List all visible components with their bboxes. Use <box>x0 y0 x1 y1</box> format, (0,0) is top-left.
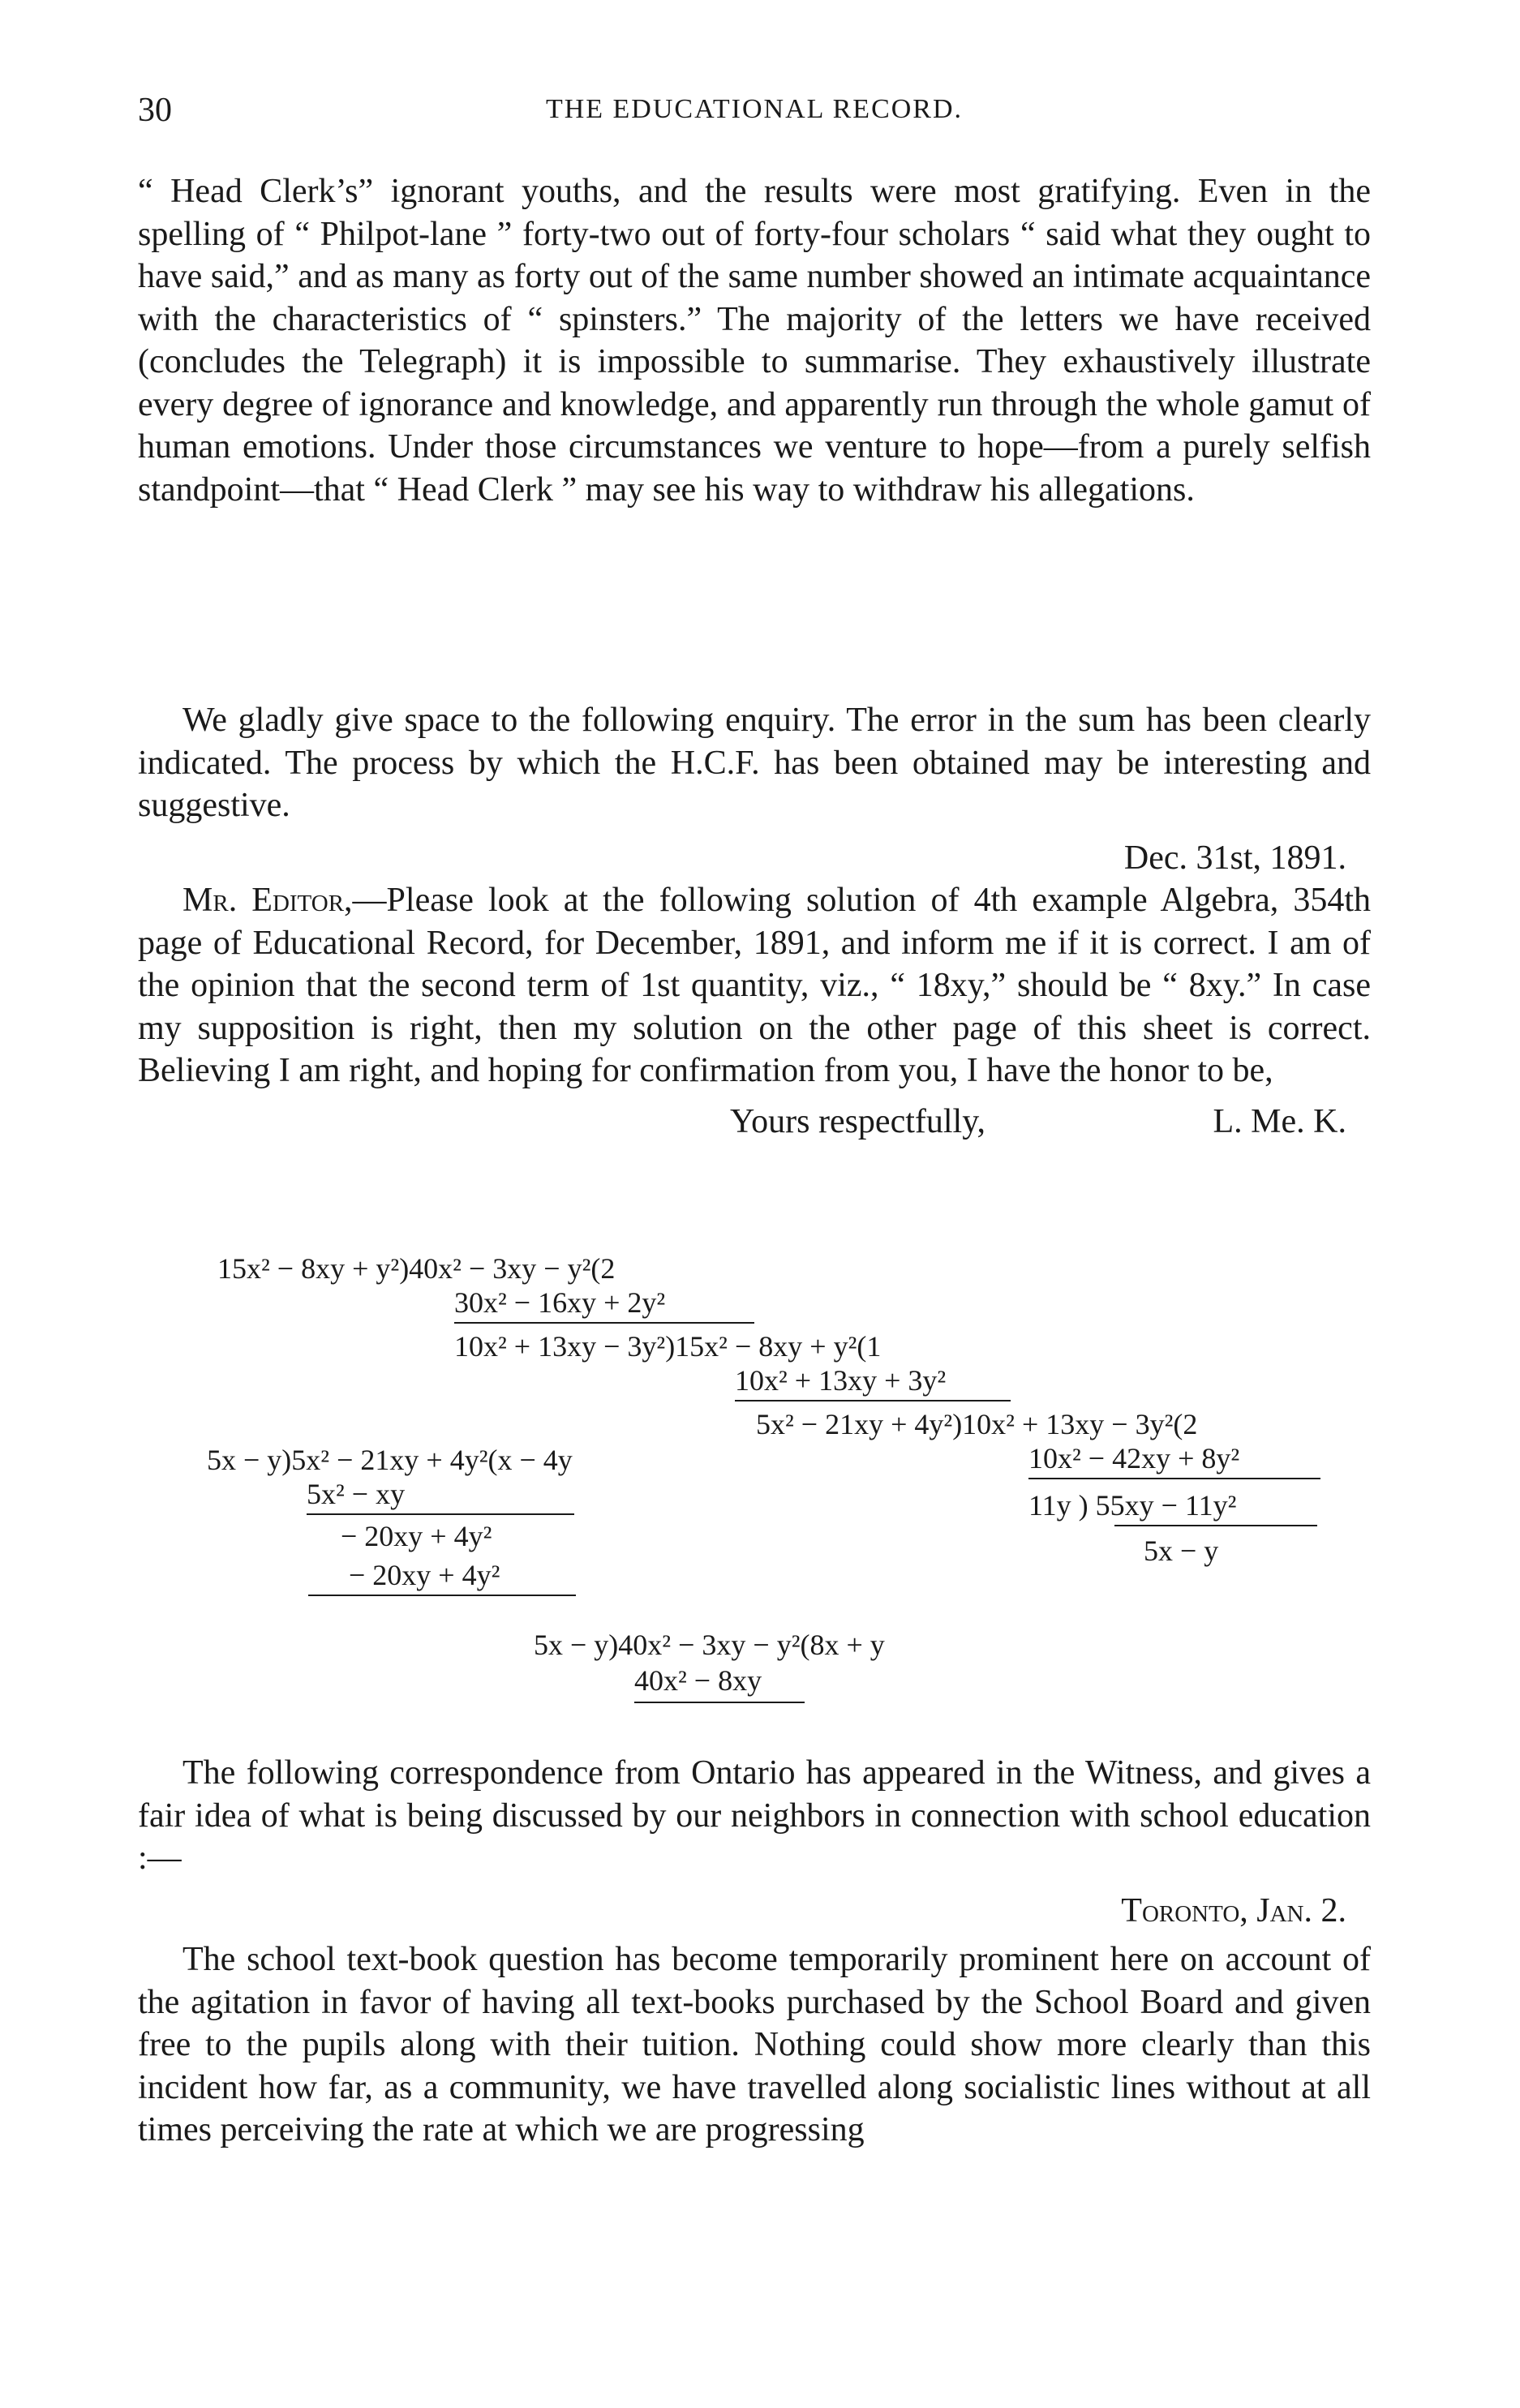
math-line: − 20xy + 4y² <box>349 1559 500 1591</box>
math-rule <box>1028 1478 1320 1479</box>
math-rule <box>307 1513 574 1515</box>
math-line: 5x − y)5x² − 21xy + 4y²(x − 4y <box>207 1444 573 1476</box>
running-head: THE EDUCATIONAL RECORD. <box>545 94 964 124</box>
math-line: 15x² − 8xy + y²)40x² − 3xy − y²(2 <box>217 1252 616 1285</box>
paragraph-head-clerk: “ Head Clerk’s” ignorant youths, and the results were most gratifying. Even in the spelling of “ Philpot-lane ” forty-two out of forty-four scholars “ said what they ought to have said,” and as many as forty out of the same number showed an intimate acquaintance with the characteristics of “ spinsters.” The majority of the letters we have received (concludes the Telegraph) it is impossible to summarise. They exhaustively illustrate every degree of ignorance and knowledge, and apparently run through the whole gamut of human emotions. Under those circumstances we venture to hope—from a purely selfish standpoint—that “ Head Clerk ” may see his way to withdraw his allegations. <box>138 173 1371 509</box>
math-line: 5x² − 21xy + 4y²)10x² + 13xy − 3y²(2 <box>756 1408 1198 1440</box>
math-line: 30x² − 16xy + 2y² <box>454 1286 666 1319</box>
letter-text: —Please look at the following solution of 4th example Algebra, 354th page of Educational Record, for December, 1891, and inform me if it is correct. I am of the opinion that the second term of 1st quantity, viz., “ 18xy,” should be “ 8xy.” In case my supposition is right, then my solution on the other page of this sheet is correct. Believing I am right, and hoping for confirmation from you, I have the honor to be, <box>138 882 1371 1089</box>
math-rule <box>454 1322 754 1324</box>
math-line: 11y ) 55xy − 11y² <box>1028 1489 1237 1522</box>
paragraph-ontario-intro: The following correspondence from Ontario has appeared in the Witness, and gives a fair idea of what is being discussed by our neighbors in connection with school education :— <box>138 1754 1371 1877</box>
page-number: 30 <box>138 92 172 129</box>
math-line: 5x − y <box>1144 1535 1219 1567</box>
math-rule <box>735 1400 1011 1401</box>
letter-closing: Yours respectfully, <box>730 1102 985 1140</box>
letter-signature: L. Me. K. <box>1213 1102 1346 1140</box>
toronto-dateline: Toronto, Jan. 2. <box>1121 1891 1346 1929</box>
math-rule <box>634 1702 805 1703</box>
math-line: 40x² − 8xy <box>634 1664 762 1697</box>
math-line: 10x² − 42xy + 8y² <box>1028 1442 1240 1474</box>
letter-salutation: Mr. Editor, <box>182 882 353 919</box>
math-rule <box>1114 1525 1317 1526</box>
math-line: 5x² − xy <box>307 1478 406 1510</box>
math-rule <box>308 1595 576 1596</box>
math-line: 10x² + 13xy − 3y²)15x² − 8xy + y²(1 <box>454 1330 882 1363</box>
math-line: 10x² + 13xy + 3y² <box>735 1364 947 1397</box>
paragraph-enquiry: We gladly give space to the following enquiry. The error in the sum has been clearly indicated. The process by which the H.C.F. has been obtained may be interesting and suggestive. <box>138 702 1371 824</box>
math-line: − 20xy + 4y² <box>341 1520 492 1552</box>
math-line: 5x − y)40x² − 3xy − y²(8x + y <box>534 1629 885 1661</box>
ontario-block <box>138 1752 1371 2152</box>
paragraph-text-book-question: The school text-book question has become temporarily prominent here on account of the agitation in favor of having all text-books purchased by the School Board and given free to the pupils along with their tuition. Nothing could show more clearly than this incident how far, as a community, we have travelled along socialistic lines without at all times perceiving the rate at which we are progressing <box>138 1941 1371 2148</box>
letter-date: Dec. 31st, 1891. <box>1123 839 1346 877</box>
